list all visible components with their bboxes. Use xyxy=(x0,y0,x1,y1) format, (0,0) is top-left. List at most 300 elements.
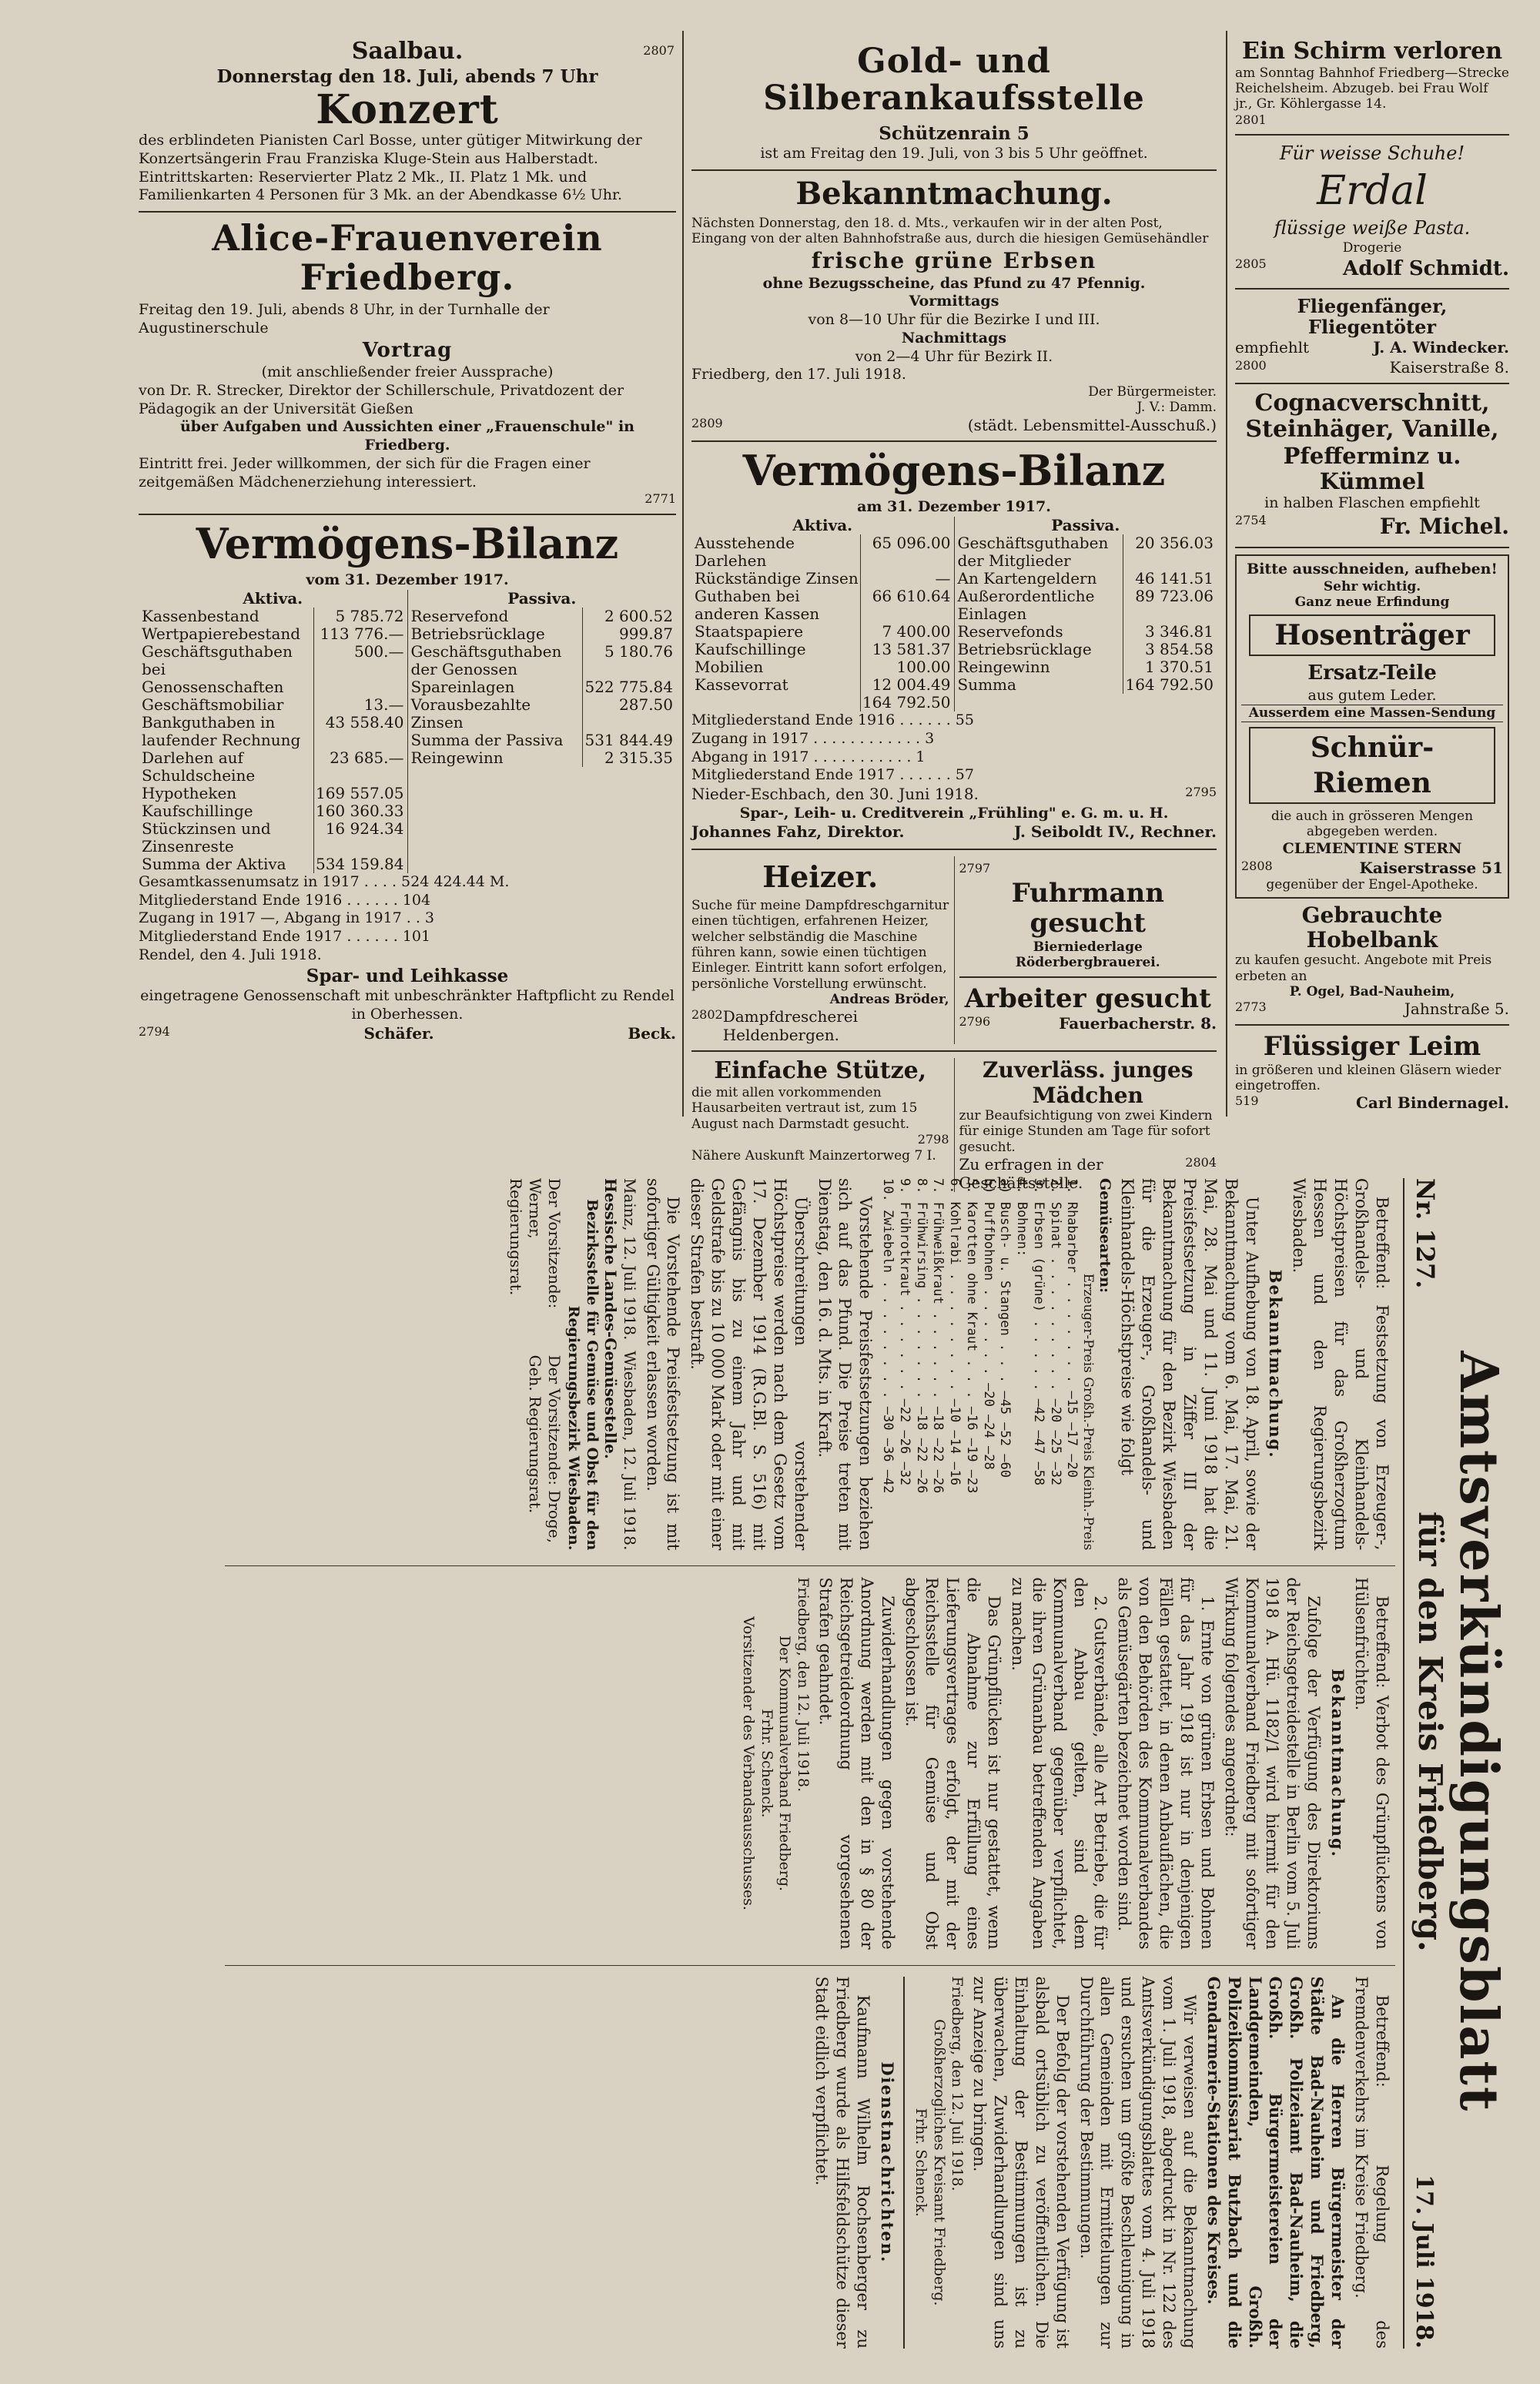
ad-title: Fuhrmann gesucht xyxy=(1011,878,1164,939)
balance-line: Abgang in 1917 . . . . . . . . . . . 1 xyxy=(691,748,926,765)
balance-value: 7 400.00 xyxy=(882,622,951,641)
balance-row xyxy=(140,643,406,696)
ad-title: Fliegenfänger, Fliegentöter xyxy=(1297,294,1448,339)
balance-value: 522 775.84 xyxy=(584,677,673,696)
balance-item: Ausstehende Darlehen xyxy=(693,534,860,570)
ad-address: Fauerbacherstr. 8. xyxy=(1059,1014,1217,1033)
balance-line: Zugang in 1917 . . . . . . . . . . . . 3 xyxy=(691,729,935,747)
ad-text: Eintritt frei. Jeder willkommen, der sich für die Fragen einer zeitgemäßen Mädchenerziehung interessiert. xyxy=(139,454,591,491)
balance-value: 1 370.51 xyxy=(1144,658,1214,676)
ad-text: eingetragene Genossenschaft mit unbeschränkter Haftpflicht zu Rendel in Oberhessen. xyxy=(140,987,675,1023)
saalbau-ad xyxy=(139,39,676,205)
notice-text: Zuwiderhandlungen gegen vorstehende Anordnung werden mit den in § 80 der Reichsgetreideordnung vorgesehenen Strafen geahndet. xyxy=(816,1577,897,1950)
leim-ad xyxy=(1235,1032,1509,1113)
balance-value: 3 346.81 xyxy=(1144,622,1214,641)
ad-text: Freitag den 19. Juli, abends 8 Uhr, in der Turnhalle der Augustinerschule xyxy=(139,301,550,337)
notice-text: Das Grünpflücken ist nur gestattet, wenn die Abnahme zur Erfüllung eines Lieferungsvertrages erfolgt, der mit der Reichsstelle für Gemüse und Obst abgeschlossen ist. xyxy=(902,1577,1004,1950)
ad-place: Rendel, den 4. Juli 1918. xyxy=(139,946,322,963)
amtsblatt-columns xyxy=(225,1178,1395,2349)
ad-name: Adolf Schmidt. xyxy=(1343,256,1509,280)
balance-item: Geschäftsguthaben der Genossen xyxy=(410,643,583,678)
table-heading: Gemüsearten: xyxy=(1096,1178,1114,1294)
gold-ad xyxy=(691,43,1217,163)
balance-item: Betriebsrücklage xyxy=(956,641,1123,658)
ad-text: Zu erfragen in der Geschäftsstelle. xyxy=(959,1155,1103,1193)
ad-text: ist am Freitag den 19. Juli, von 3 bis 5 Uhr geöffnet. xyxy=(760,145,1148,162)
ad-headline: Konzert xyxy=(316,85,499,133)
ad-text: Drogerie xyxy=(1342,240,1402,256)
signature: Der Kommunalverband Friedberg. xyxy=(776,1635,794,1892)
balance-table xyxy=(691,517,1217,712)
issue-date: 17. Juli 1918. xyxy=(1411,2175,1438,2349)
balance-value: 500.— xyxy=(353,641,404,661)
ad-text: flüssige weiße Pasta. xyxy=(1274,217,1471,239)
balance-value: 2 315.35 xyxy=(604,748,673,767)
ad-text: von Dr. R. Strecker, Direktor der Schillerschule, Privatdozent der Pädagogik an der Universität Gießen xyxy=(139,381,624,417)
ad-number: 2809 xyxy=(691,415,723,430)
ad-number: 519 xyxy=(1235,1093,1259,1109)
ad-text: über Aufgaben und Aussichten einer „Frauenschule" in Friedberg. xyxy=(179,418,634,454)
ad-text: Vormittags xyxy=(909,293,999,310)
ad-title: Steinhäger, Vanille, xyxy=(1245,416,1499,444)
balance-line: Mitgliederstand Ende 1916 . . . . . . 55 xyxy=(691,712,974,728)
balance-row xyxy=(140,802,406,820)
job-ads xyxy=(955,856,1217,1045)
ad-text: von 8—10 Uhr für die Bezirke I und III. xyxy=(808,311,1100,329)
balance-row xyxy=(693,623,952,641)
balance-row xyxy=(410,678,675,696)
notice-text: 1. Ernte von grünen Erbsen und Bohnen für das Jahr 1918 ist nur in denjenigen Fällen gestattet, in denen Anbauflächen, die von den Behörden des Kommunalverbandes als Gemüsegärten bezeichnet worden sind. xyxy=(1115,1577,1217,1950)
balance-row xyxy=(140,820,406,855)
balance-item: Reingewinn xyxy=(956,658,1123,676)
notice-subject: Betreffend: Verbot des Grünpflückens von Hülsenfrüchten. xyxy=(1351,1577,1391,1950)
ad-text: die auch in grösseren Mengen abgegeben werden. xyxy=(1270,809,1474,840)
balance-row xyxy=(693,588,952,623)
balance-value: 999.87 xyxy=(619,624,673,643)
bilanz-rendel-ad xyxy=(139,518,676,1043)
ad-title: Bekanntmachung. xyxy=(795,175,1113,212)
notice-heading: Dienstnachrichten. xyxy=(878,2061,898,2264)
amtsblatt-header xyxy=(1403,1178,1509,2349)
ad-name: P. Ogel, Bad-Nauheim, xyxy=(1289,984,1455,1000)
ad-text: Nachmittags xyxy=(901,329,1007,347)
ad-text: am Sonntag Bahnhof Friedberg—Strecke Reichelsheim. Abzugeb. bei Frau Wolf jr., Gr. Köhlergasse 14. xyxy=(1235,65,1509,112)
signature: J. Seiboldt IV., Rechner. xyxy=(1014,822,1217,842)
balance-item: Vorausbezahlte Zinsen xyxy=(410,696,583,732)
ad-boxed-title: Schnür-Riemen xyxy=(1249,727,1495,804)
ad-number: 2801 xyxy=(1235,112,1267,127)
balance-item: Bankguthaben in laufender Rechnung xyxy=(140,714,313,749)
ad-title: Flüssiger Leim xyxy=(1263,1031,1481,1063)
balance-row xyxy=(693,658,952,676)
amtsblatt-section xyxy=(0,1155,1540,2384)
ad-boxed-title: Hosenträger xyxy=(1249,614,1495,656)
price-row: 5. Karotten ohne Kraut . . . –16 –19 –23 xyxy=(963,1178,979,1494)
balance-row xyxy=(693,534,952,570)
price-row: 6. Kohlrabi . . . . . . . . –10 –14 –16 xyxy=(947,1178,963,1486)
arbeiter-ad xyxy=(959,984,1217,1033)
ad-title: Heizer. xyxy=(762,859,879,894)
balance-item: Reservefond xyxy=(410,608,583,625)
notice-subject: Betreffend: Festsetzung von Erzeuger-, Großhandels- und Kleinhandels-Höchstpreisen für das Großherzogtum Hessen und den Regierungsbezirk Wiesbaden. xyxy=(1290,1178,1391,1551)
notice-text: Der Befolg der vorstehenden Verfügung ist alsbald ortsüblich zu veröffentlichen. Die Einhaltung der Bestimmungen ist zu überwachen, Zuwiderhandlungen sind uns zur Anzeige zu bringen. xyxy=(970,1976,1072,2349)
ad-place: Nieder-Eschbach, den 30. Juni 1918. xyxy=(691,785,979,803)
ad-number: 2796 xyxy=(959,1014,991,1030)
balance-item xyxy=(693,694,860,712)
ad-text: empfiehlt xyxy=(1235,337,1310,357)
balance-value: 46 141.51 xyxy=(1135,569,1214,588)
masthead-subtitle: für den Kreis Friedberg. xyxy=(1411,1511,1449,1952)
balance-item: Geschäftsguthaben der Mitglieder xyxy=(956,534,1123,570)
ad-number: 2805 xyxy=(1235,256,1267,271)
ad-subhead: Spar-, Leih- u. Creditverein „Frühling" e. G. m. u. H. xyxy=(739,804,1169,822)
hobelbank-ad xyxy=(1235,903,1509,1019)
balance-value: 5 785.72 xyxy=(335,606,404,625)
balance-item: Summa der Aktiva xyxy=(140,855,313,873)
balance-value: 13 581.37 xyxy=(872,640,951,658)
balance-value: 287.50 xyxy=(619,695,673,714)
aktiva-label: Aktiva. xyxy=(243,588,303,608)
ad-title: Vermögens-Bilanz xyxy=(742,445,1166,495)
ad-number: 2798 xyxy=(917,1132,949,1147)
balance-value: 113 776.— xyxy=(320,624,404,643)
ad-text: Ausserdem eine Massen-Sendung xyxy=(1241,705,1503,722)
balance-line: Gesamtkassenumsatz in 1917 . . . . 524 424.44 M. xyxy=(139,872,510,890)
balance-row xyxy=(956,641,1216,658)
balance-item: Geschäftsguthaben bei Genossenschaften xyxy=(140,643,313,696)
balance-value: 16 924.34 xyxy=(325,819,404,838)
notice-place: Friedberg, den 12. Juli 1918. xyxy=(949,1976,966,2191)
balance-row xyxy=(693,694,952,712)
signature: Johannes Fahz, Direktor. xyxy=(691,822,905,842)
balance-item: Mobilien xyxy=(693,658,860,676)
price-row: a) Busch- u. Stangen . . . –45 –52 –60 xyxy=(997,1178,1013,1478)
ad-brand: Erdal xyxy=(1317,167,1428,214)
balance-item: Staatspapiere xyxy=(693,623,860,641)
amtsblatt-column-2 xyxy=(225,1565,1395,1949)
ad-text: (mit anschließender freier Aussprache) xyxy=(261,363,554,381)
ad-address: Schützenrain 5 xyxy=(879,122,1029,144)
ad-address: Kaiserstrasse 51 xyxy=(1359,858,1503,877)
bekanntmachung-ad xyxy=(691,177,1217,434)
signature: Beck. xyxy=(628,1023,676,1043)
notice-heading: Bekanntmachung. xyxy=(1266,1269,1286,1459)
balance-row xyxy=(956,676,1216,694)
notice-text: Die Vorstehende Preisfestsetzung ist mit sofortiger Gültigkeit erlassen worden. xyxy=(643,1178,683,1551)
ad-body: des erblindeten Pianisten Carl Bosse, unter gütiger Mitwirkung der Konzertsängerin Frau Franziska Kluge-Stein aus Halberstadt. xyxy=(139,132,642,167)
balance-value: 534 159.84 xyxy=(315,854,404,873)
price-row: 7. Frühweißkraut . . . . . . –18 –22 –26 xyxy=(930,1178,946,1494)
balance-item: Geschäftsmobiliar xyxy=(140,696,313,714)
ad-title: Zuverläss. junges Mädchen xyxy=(983,1057,1194,1108)
balance-row xyxy=(410,732,675,749)
balance-row xyxy=(956,588,1216,623)
balance-row xyxy=(410,608,675,625)
ad-address: gegenüber der Engel-Apotheke. xyxy=(1266,876,1478,892)
ad-column-left xyxy=(139,39,676,1117)
balance-item: Stückzinsen und Zinsenreste xyxy=(140,820,313,855)
balance-row xyxy=(693,641,952,658)
column-rule xyxy=(1226,31,1227,1117)
table-columns: Erzeuger-Preis Großh.-Preis Kleinh.-Preis xyxy=(1080,1273,1096,1551)
notice-subject: Betreffend: Regelung des Fremdenverkehrs im Kreise Friedberg. xyxy=(1351,1976,1391,2349)
balance-value: 65 096.00 xyxy=(872,534,951,552)
masthead-title: Amtsverkündigungsblatt xyxy=(1448,1351,1509,2113)
schirm-ad xyxy=(1235,39,1509,128)
price-row: 4. Bohnen: xyxy=(1014,1178,1030,1257)
signature: Frhr. Schenck. xyxy=(758,1709,775,1818)
balance-item: Kassenbestand xyxy=(140,608,313,625)
balance-item: Guthaben bei anderen Kassen xyxy=(693,588,860,623)
ad-number: 2773 xyxy=(1235,999,1267,1015)
ad-date: am 31. Dezember 1917. xyxy=(857,498,1051,516)
balance-row xyxy=(140,785,406,802)
ad-text: die mit allen vorkommenden Hausarbeiten vertraut ist, zum 15 August nach Darmstadt gesucht. xyxy=(691,1084,918,1132)
notice-text: Unter Aufhebung von 18. April, sowie der Bekanntmachung vom 6. Mai, 17. Mai, 21. Mai, 28. Mai und 11. Juni 1918 hat die Preisfestsetzung in Ziffer III der Bekanntmachung für den Bezirk Wiesbaden für die Erzeuger-, Großhandels- und Kleinhandels-Höchstpreise wie folgt xyxy=(1118,1178,1261,1551)
balance-row xyxy=(410,625,675,643)
balance-row xyxy=(410,749,675,767)
ad-text: zur Beaufsichtigung von zwei Kindern für einige Stunden am Tage für sofort gesucht. xyxy=(959,1107,1213,1155)
notice-heading: Bekanntmachung. xyxy=(1328,1669,1348,1858)
ad-title: Alice-Frauenverein Friedberg. xyxy=(212,217,603,298)
balance-value: 169 557.05 xyxy=(315,783,404,802)
balance-value: — xyxy=(935,569,951,588)
ad-text: aus gutem Leder. xyxy=(1307,686,1437,704)
heizer-ad xyxy=(691,856,955,1045)
ad-text: Ersatz-Teile xyxy=(1307,661,1437,685)
balance-value: 164 792.50 xyxy=(1125,675,1214,694)
ad-text: Suche für meine Dampfdreschgarnitur einen tüchtigen, erfahrenen Heizer, welcher selbständig die Maschine führen kann, sowie einen tüchtigen Einleger. Eintritt kann sofort erfolgen, persönliche Vorstellung erwünscht. xyxy=(691,897,949,992)
balance-value: 23 685.— xyxy=(330,748,404,767)
ad-name: Fr. Michel. xyxy=(1379,514,1509,539)
signature: Schäfer. xyxy=(363,1023,434,1043)
balance-value: 13.— xyxy=(363,695,404,714)
notice-text: Zufolge der Verfügung des Direktoriums der Reichsgetreidestelle in Berlin vom 5. Juli 1918 A. Hü. 1182/1 wird hiermit für den Kommunalverband Friedberg mit sofortiger Wirkung folgendes angeordnet: xyxy=(1221,1577,1324,1950)
ad-date: vom 31. Dezember 1917. xyxy=(306,571,509,589)
notice-text: 2. Gutsverbände, alle Art Betriebe, die für den Anbau gelten, sind dem Kommunalverband gegenüber verpflichtet, die ihren Grünanbau betreffenden Angaben zu machen. xyxy=(1008,1577,1110,1950)
balance-value: 2 600.52 xyxy=(604,606,673,625)
ad-text: in halben Flaschen empfiehlt xyxy=(1264,494,1480,512)
ad-number: 2807 xyxy=(643,43,675,58)
ad-text: zu kaufen gesucht. Angebote mit Preis erbeten an xyxy=(1235,953,1492,984)
ad-text: Bierniederlage Röderbergbrauerei. xyxy=(1015,939,1160,970)
ad-tickets: Eintrittskarten: Reservierter Platz 2 Mk., II. Platz 1 Mk. und Familienkarten 4 Personen für 3 Mk. an der Abendkasse 6½ Uhr. xyxy=(139,168,623,204)
balance-row xyxy=(693,570,952,588)
ad-subhead: Vortrag xyxy=(362,338,453,362)
ad-number: 2804 xyxy=(1185,1155,1217,1170)
ad-title: Gold- und Silberankaufsstelle xyxy=(763,42,1145,119)
balance-line: Mitgliederstand Ende 1916 . . . . . . 104 xyxy=(139,891,431,909)
balance-item: Betriebsrücklage xyxy=(410,625,583,643)
aktiva-list xyxy=(140,608,406,873)
balance-value: 531 844.49 xyxy=(584,730,673,749)
price-row: 8. Frühwirsing . . . . . . . –18 –22 –26 xyxy=(913,1178,929,1494)
price-row: 10. Zwiebeln . . . . . . . . –30 –36 –42 xyxy=(880,1178,896,1494)
signature: Bezirksstelle für Gemüse und Obst für den Regierungsbezirk Wiesbaden. xyxy=(564,1199,601,1551)
ad-text: Für weisse Schuhe! xyxy=(1279,142,1465,165)
ad-text: Bitte ausschneiden, aufheben! xyxy=(1247,560,1498,578)
balance-row xyxy=(140,749,406,785)
price-row: 2. Spinat . . . . . . . . . –20 –25 –32 xyxy=(1047,1178,1063,1486)
ad-title: Vermögens-Bilanz xyxy=(196,518,619,568)
balance-item: Kaufschillinge xyxy=(140,802,313,820)
notice-text: Überschreitungen vorstehender Höchstpreise werden nach dem Gesetz vom 17. Dezember 1914 (R.G.Bl. S. 516) mit Gefängnis bis zu einem Jahr und mit Geldstrafe bis zu 10 000 Mark oder mit einer dieser Strafen bestraft. xyxy=(688,1178,810,1551)
balance-value: 160 360.33 xyxy=(315,801,404,820)
balance-item: Darlehen auf Schuldscheine xyxy=(140,749,313,785)
balance-item: Hypotheken xyxy=(140,785,313,802)
aktiva-list xyxy=(693,534,952,712)
fuhrmann-ad xyxy=(959,856,1217,970)
balance-item: Kassevorrat xyxy=(693,676,860,694)
signature: Großherzogliches Kreisamt Friedberg. xyxy=(930,2019,948,2306)
passiva-list xyxy=(956,534,1216,694)
ad-text: Sehr wichtig. xyxy=(1323,578,1421,594)
balance-value: 3 854.58 xyxy=(1144,640,1214,658)
ad-text: von 2—4 Uhr für Bezirk II. xyxy=(855,347,1053,365)
alice-ad xyxy=(139,219,676,507)
balance-item: Außerordentliche Einlagen xyxy=(956,588,1123,623)
signature: Andreas Bröder, xyxy=(829,992,949,1008)
balance-line: Zugang in 1917 —, Abgang in 1917 . . 3 xyxy=(139,909,434,927)
balance-value: 20 356.03 xyxy=(1135,534,1214,552)
signature: Frhr. Schenck. xyxy=(912,2108,929,2217)
balance-row xyxy=(693,676,952,694)
issue-number: Nr. 127. xyxy=(1410,1178,1440,1289)
price-row: 3. Erbsen (grüne) . . . . . –42 –47 –58 xyxy=(1030,1178,1046,1486)
ad-number: 2794 xyxy=(139,1023,170,1039)
ad-number: 2802 xyxy=(691,1007,723,1023)
balance-row xyxy=(956,623,1216,641)
balance-item: Spareinlagen xyxy=(410,678,583,696)
balance-row xyxy=(140,625,406,643)
balance-item: Summa xyxy=(956,676,1123,694)
notice-place: Friedberg, den 12. Juli 1918. xyxy=(795,1577,812,1793)
balance-value: 100.00 xyxy=(896,658,951,676)
ad-title: Pfefferminz u. Kümmel xyxy=(1283,442,1461,494)
erdal-ad xyxy=(1235,142,1509,282)
passiva-label: Passiva. xyxy=(1051,516,1120,534)
ad-title: Cognacverschnitt, xyxy=(1254,389,1490,417)
balance-value: 43 558.40 xyxy=(325,712,404,732)
ad-title: Ein Schirm verloren xyxy=(1241,38,1503,65)
ad-number: 2754 xyxy=(1235,513,1267,527)
balance-value: 66 610.64 xyxy=(872,587,951,605)
small-ads-row xyxy=(691,856,1217,1045)
ad-text: Nähere Auskunft Mainzertorweg 7 I. xyxy=(691,1147,936,1164)
balance-item: An Kartengeldern xyxy=(956,570,1123,588)
ad-number: 2800 xyxy=(1235,357,1267,373)
ad-title: Gebrauchte Hobelbank xyxy=(1301,902,1443,953)
ad-column-middle xyxy=(691,39,1217,1193)
ad-text: in größeren und kleinen Gläsern wieder eingetroffen. xyxy=(1235,1062,1502,1093)
balance-row xyxy=(140,714,406,749)
ad-subhead: Spar- und Leihkasse xyxy=(306,965,509,986)
balance-value: 89 723.06 xyxy=(1135,587,1214,605)
price-row: b) Puffbohnen . . . . . . –20 –24 –28 xyxy=(980,1178,996,1470)
ad-number: 2797 xyxy=(959,860,991,876)
ad-name: CLEMENTINE STERN xyxy=(1282,839,1462,857)
balance-row xyxy=(140,855,406,873)
ad-text: Ganz neue Erfindung xyxy=(1294,594,1450,610)
signature: Vorsitzender des Verbandsausschusses. xyxy=(739,1616,757,1910)
ad-name: Carl Bindernagel. xyxy=(1355,1093,1509,1113)
notice-text: Vorstehende Preisfestsetzungen beziehen sich auf das Pfund. Die Preise treten mit Dienstag, den 16. d. Mts. in Kraft. xyxy=(815,1178,875,1551)
signature: Hessische Landes-Gemüsestelle. xyxy=(601,1178,620,1459)
ad-text: Nächsten Donnerstag, den 18. d. Mts., verkaufen wir in der alten Post, Eingang von der alten Bahnhofstraße aus, durch die hiesigen Gemüsehändler xyxy=(691,215,1209,247)
signature: J. V.: Damm. xyxy=(1137,400,1217,416)
price-row: 9. Frührotkraut . . . . . . –22 –26 –32 xyxy=(896,1178,912,1486)
signature: Der Vorsitzende: Droge, Geh. Regierungsrat. xyxy=(526,1354,564,1543)
balance-row xyxy=(956,658,1216,676)
balance-line: Mitgliederstand Ende 1917 . . . . . . 57 xyxy=(691,766,974,784)
balance-item: Summa der Passiva xyxy=(410,732,583,749)
amtsblatt-column-3 xyxy=(225,1965,1395,2349)
ad-number: 2808 xyxy=(1241,858,1273,873)
notice-place: Mainz, 12. Juli 1918. xyxy=(620,1178,639,1341)
price-row: 1. Rhabarber . . . . . . . –15 –17 –20 xyxy=(1064,1178,1080,1478)
amtsblatt-column-1 xyxy=(225,1178,1395,1550)
notice-heading: An die Herren Bürgermeister der Städte Bad-Nauheim und Friedberg, Großh. Polizeiamt Bad-Nauheim, die Großh. Bürgermeistereien der Landgemeinden, Großh. Polizeikommissariat Butzbach und die Gendarmerie-Stationen des Kreises. xyxy=(1204,1976,1348,2349)
balance-row xyxy=(956,570,1216,588)
ad-text: ohne Bezugsscheine, das Pfund zu 47 Pfennig. xyxy=(762,274,1146,292)
passiva-label: Passiva. xyxy=(507,588,577,608)
ad-title: Einfache Stütze, xyxy=(714,1057,927,1085)
notice-text: Wir verweisen auf die Bekanntmachung vom 1. Juli 1918, abgedruckt in Nr. 122 des Amtsverkündigungsblattes vom 4. Juli 1918 und ersuchen um größte Beschleunigung in allen Gemeinden mit Ermittelungen zur Durchführung der Bestimmungen. xyxy=(1076,1976,1199,2349)
signature: (städt. Lebensmittel-Ausschuß.) xyxy=(967,415,1217,434)
balance-line: Mitgliederstand Ende 1917 . . . . . . 101 xyxy=(139,928,431,946)
balance-item: Reservefonds xyxy=(956,623,1123,641)
ad-number: 2771 xyxy=(644,491,676,507)
balance-value: 5 180.76 xyxy=(604,641,673,661)
balance-item: Kaufschillinge xyxy=(693,641,860,658)
signature: Dampfdrescherei Heldenbergen. xyxy=(722,1007,859,1045)
ad-date: Donnerstag den 18. Juli, abends 7 Uhr xyxy=(216,65,598,87)
stern-ad xyxy=(1235,554,1509,899)
ad-title: Saalbau. xyxy=(351,38,464,65)
notice-place: Wiesbaden, 12. Juli 1918. xyxy=(620,1351,639,1551)
signature: Der Bürgermeister. xyxy=(1088,384,1217,400)
ad-title: Arbeiter gesucht xyxy=(964,983,1211,1015)
ad-subhead: frische grüne Erbsen xyxy=(811,247,1097,273)
fliegen-ad xyxy=(1235,296,1509,377)
balance-item: Reingewinn xyxy=(410,749,583,767)
balance-row xyxy=(410,643,675,678)
ad-number: 2795 xyxy=(1185,785,1217,799)
balance-row xyxy=(956,534,1216,570)
balance-item: Rückständige Zinsen xyxy=(693,570,860,588)
ad-place: Friedberg, den 17. Juli 1918. xyxy=(691,366,906,383)
passiva-list xyxy=(410,608,675,767)
column-rule xyxy=(682,31,684,1117)
notice-text: Kaufmann Wilhelm Rochsenberger zu Friedberg wurde als Hilfsfeldschütze dieser Stadt eidlich verpflichtet. xyxy=(812,1976,873,2349)
balance-row xyxy=(410,696,675,732)
ad-column-right xyxy=(1235,39,1509,1117)
aktiva-label: Aktiva. xyxy=(792,516,853,534)
ad-address: Kaiserstraße 8. xyxy=(1389,357,1509,377)
balance-table xyxy=(139,590,676,873)
balance-row xyxy=(140,696,406,714)
balance-item: Wertpapierebestand xyxy=(140,625,313,643)
signature: Der Vorsitzende: Werner, Regierungsrat. xyxy=(507,1178,564,1309)
balance-row xyxy=(140,608,406,625)
balance-value: 12 004.49 xyxy=(872,675,951,694)
balance-value: 164 792.50 xyxy=(862,693,951,712)
price-table xyxy=(879,1178,1080,1550)
ad-name: J. A. Windecker. xyxy=(1373,337,1509,357)
ad-address: Jahnstraße 5. xyxy=(1404,999,1509,1019)
amtsblatt-rotated xyxy=(150,1178,1509,2349)
bilanz-frühling-ad xyxy=(691,445,1217,842)
